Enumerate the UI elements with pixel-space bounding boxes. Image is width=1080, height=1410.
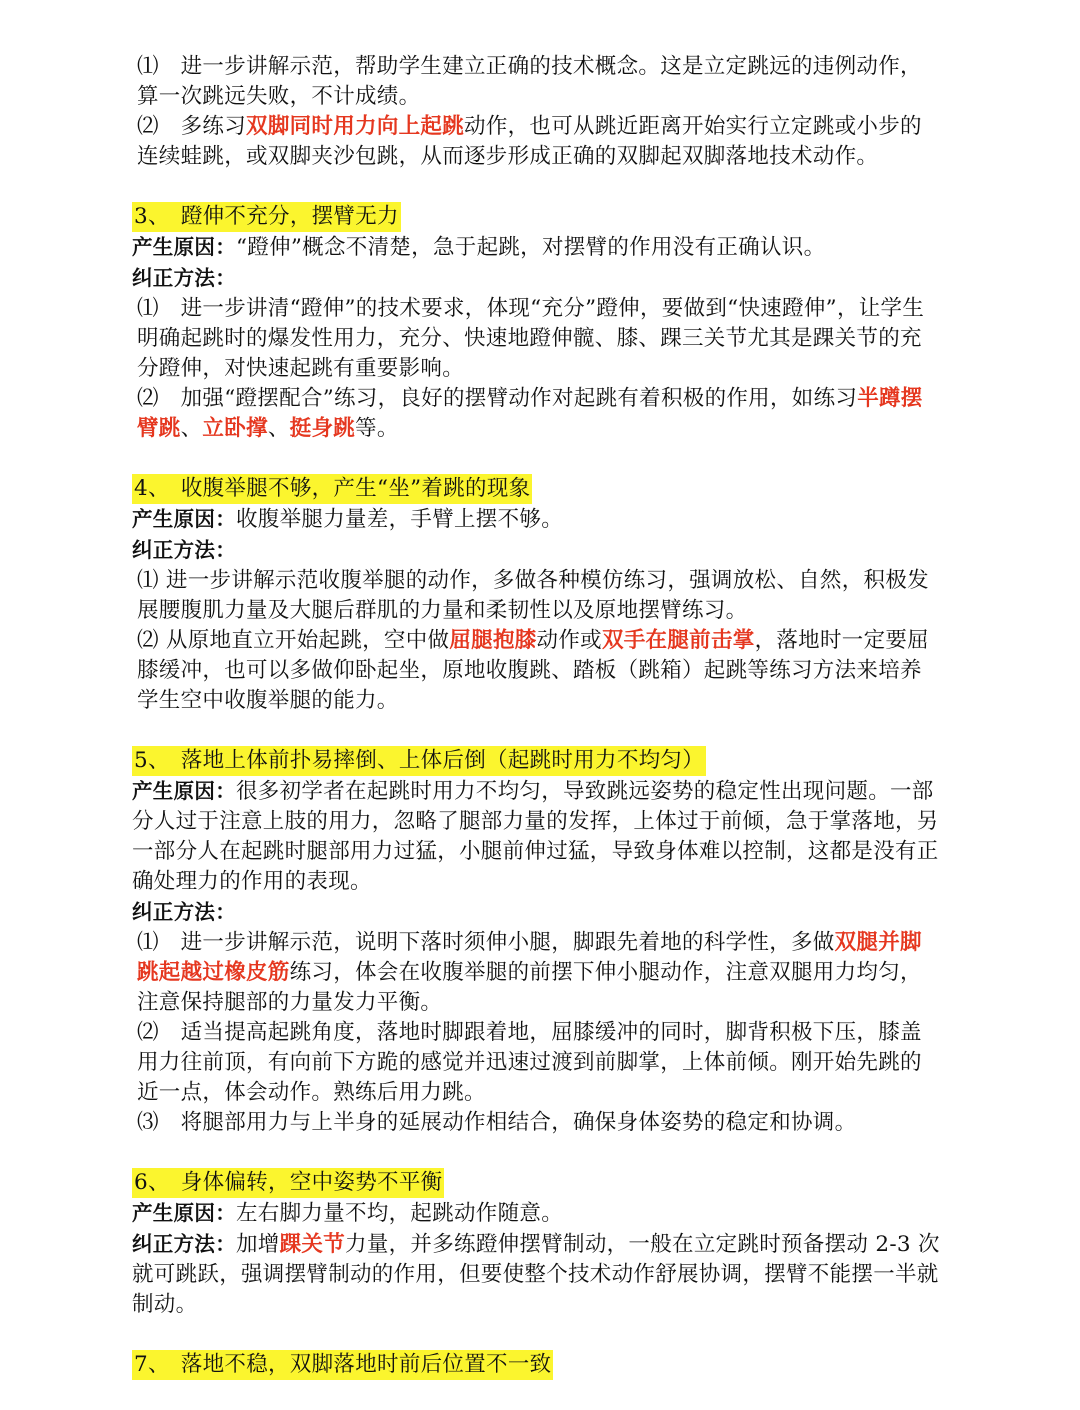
fix-2-text-a: ⑵ 加强“蹬摆配合”练习，良好的摆臂动作对起跳有着积极的作用，如练习 bbox=[137, 386, 858, 411]
fix-1-text: ⑴ 进一步讲解示范收腹举腿的动作，多做各种模仿练习，强调放松、自然，积极发展腰腹肌力量及大腿后群肌的力量和柔韧性以及原地摆臂练习。 bbox=[137, 568, 929, 623]
cause-label: 产生原因： bbox=[132, 507, 236, 531]
section-3 bbox=[132, 202, 940, 444]
section-6-fix bbox=[132, 1229, 940, 1320]
cause-label: 产生原因： bbox=[132, 779, 236, 803]
paragraph-intro-1 bbox=[132, 52, 940, 112]
paragraph-intro-2 bbox=[132, 112, 940, 172]
fix-label: 纠正方法： bbox=[132, 900, 236, 924]
section-3-heading: 3、 蹬伸不充分，摆臂无力 bbox=[132, 202, 401, 232]
section-5-fix-3 bbox=[132, 1108, 940, 1138]
fix-label: 纠正方法： bbox=[132, 538, 236, 562]
fix-2-highlight-3: 挺身跳 bbox=[289, 416, 356, 441]
fix-1-text: ⑴ 进一步讲清“蹬伸”的技术要求，体现“充分”蹬伸，要做到“快速蹬伸”，让学生明确起跳时的爆发性用力，充分、快速地蹬伸髋、膝、踝三关节尤其是踝关节的充分蹬伸，对快速起跳有重要影响。 bbox=[137, 296, 925, 381]
cause-label: 产生原因： bbox=[132, 1201, 236, 1225]
section-4 bbox=[132, 474, 940, 716]
fix-text-a: 加增 bbox=[236, 1232, 280, 1257]
fix-2-text-a: ⑵ 从原地直立开始起跳，空中做 bbox=[137, 628, 450, 653]
fix-2-highlight-2: 立卧撑 bbox=[202, 416, 268, 441]
fix-2-highlight-1: 半蹲摆臂跳 bbox=[137, 386, 923, 441]
cause-text: “蹬伸”概念不清楚，急于起跳，对摆臂的作用没有正确认识。 bbox=[236, 235, 826, 260]
fix-3-text: ⑶ 将腿部用力与上半身的延展动作相结合，确保身体姿势的稳定和协调。 bbox=[137, 1110, 857, 1135]
fix-1-text-a: ⑴ 进一步讲解示范，说明下落时须伸小腿，脚跟先着地的科学性，多做 bbox=[137, 930, 835, 955]
section-6 bbox=[132, 1168, 940, 1320]
intro-1-text: ⑴ 进一步讲解示范，帮助学生建立正确的技术概念。这是立定跳远的违例动作，算一次跳远失败，不计成绩。 bbox=[137, 54, 922, 109]
section-4-cause bbox=[132, 504, 940, 535]
section-4-heading: 4、 收腹举腿不够，产生“坐”着跳的现象 bbox=[132, 474, 532, 504]
section-7 bbox=[132, 1350, 940, 1380]
fix-2-highlight-2: 双手在腿前击掌 bbox=[601, 628, 755, 653]
fix-2-text-b: 等。 bbox=[355, 416, 399, 441]
fix-2-text-c: ，落地时一定要屈膝缓冲，也可以多做仰卧起坐，原地收腹跳、踏板（跳箱）起跳等练习方法来培养学生空中收腹举腿的能力。 bbox=[137, 628, 929, 713]
fix-2-text-b: 动作或 bbox=[536, 628, 602, 653]
fix-1-highlight: 双腿并脚跳起越过橡皮筋 bbox=[137, 930, 922, 985]
fix-label: 纠正方法： bbox=[132, 1232, 236, 1256]
fix-1-text-b: 练习，体会在收腹举腿的前摆下伸小腿动作，注意双腿用力均匀，注意保持腿部的力量发力平衡。 bbox=[137, 960, 922, 1015]
section-6-cause bbox=[132, 1198, 940, 1229]
section-3-fix-1 bbox=[132, 294, 940, 384]
section-intro bbox=[132, 52, 940, 172]
fix-2-sep-1: 、 bbox=[180, 416, 203, 441]
section-5-fix-1 bbox=[132, 928, 940, 1018]
fix-2-text: ⑵ 适当提高起跳角度，落地时脚跟着地，屈膝缓冲的同时，脚背积极下压，膝盖用力往前顶，有向前下方跪的感觉并迅速过渡到前脚掌，上体前倾。刚开始先跳的近一点，体会动作。熟练后用力跳。 bbox=[137, 1020, 922, 1105]
section-7-heading: 7、 落地不稳，双脚落地时前后位置不一致 bbox=[132, 1350, 553, 1380]
section-5-fix-label-line bbox=[132, 897, 940, 928]
section-5-heading: 5、 落地上体前扑易摔倒、上体后倒（起跳时用力不均匀） bbox=[132, 746, 706, 776]
section-3-cause bbox=[132, 232, 940, 263]
cause-label: 产生原因： bbox=[132, 235, 236, 259]
section-4-fix-1 bbox=[132, 566, 940, 626]
intro-2-text-a: ⑵ 多练习 bbox=[137, 114, 247, 139]
section-6-heading: 6、 身体偏转，空中姿势不平衡 bbox=[132, 1168, 444, 1198]
cause-text: 收腹举腿力量差，手臂上摆不够。 bbox=[236, 507, 564, 532]
section-4-fix-label-line bbox=[132, 535, 940, 566]
fix-2-sep-2: 、 bbox=[267, 416, 290, 441]
fix-highlight: 踝关节 bbox=[279, 1232, 346, 1257]
section-3-fix-2 bbox=[132, 384, 940, 444]
intro-2-text-b: 动作，也可从跳近距离开始实行立定跳或小步的连续蛙跳，或双脚夹沙包跳，从而逐步形成正确的双脚起双脚落地技术动作。 bbox=[137, 114, 922, 169]
section-5-cause bbox=[132, 776, 940, 897]
intro-2-highlight: 双脚同时用力向上起跳 bbox=[246, 114, 465, 139]
section-5 bbox=[132, 746, 940, 1138]
cause-text: 很多初学者在起跳时用力不均匀，导致跳远姿势的稳定性出现问题。一部分人过于注意上肢的用力，忽略了腿部力量的发挥，上体过于前倾，急于掌落地，另一部分人在起跳时腿部用力过猛，小腿前伸过猛，导致身体难以控制，这都是没有正确处理力的作用的表现。 bbox=[132, 779, 939, 894]
fix-label: 纠正方法： bbox=[132, 266, 236, 290]
section-3-fix-label-line bbox=[132, 263, 940, 294]
fix-text-b: 力量，并多练蹬伸摆臂制动，一般在立定跳时预备摆动 2-3 次就可跳跃，强调摆臂制动的作用，但要使整个技术动作舒展协调，摆臂不能摆一半就制动。 bbox=[132, 1232, 940, 1317]
fix-2-highlight-1: 屈腿抱膝 bbox=[449, 628, 537, 653]
cause-text: 左右脚力量不均，起跳动作随意。 bbox=[236, 1201, 564, 1226]
section-4-fix-2 bbox=[132, 626, 940, 716]
section-5-fix-2 bbox=[132, 1018, 940, 1108]
